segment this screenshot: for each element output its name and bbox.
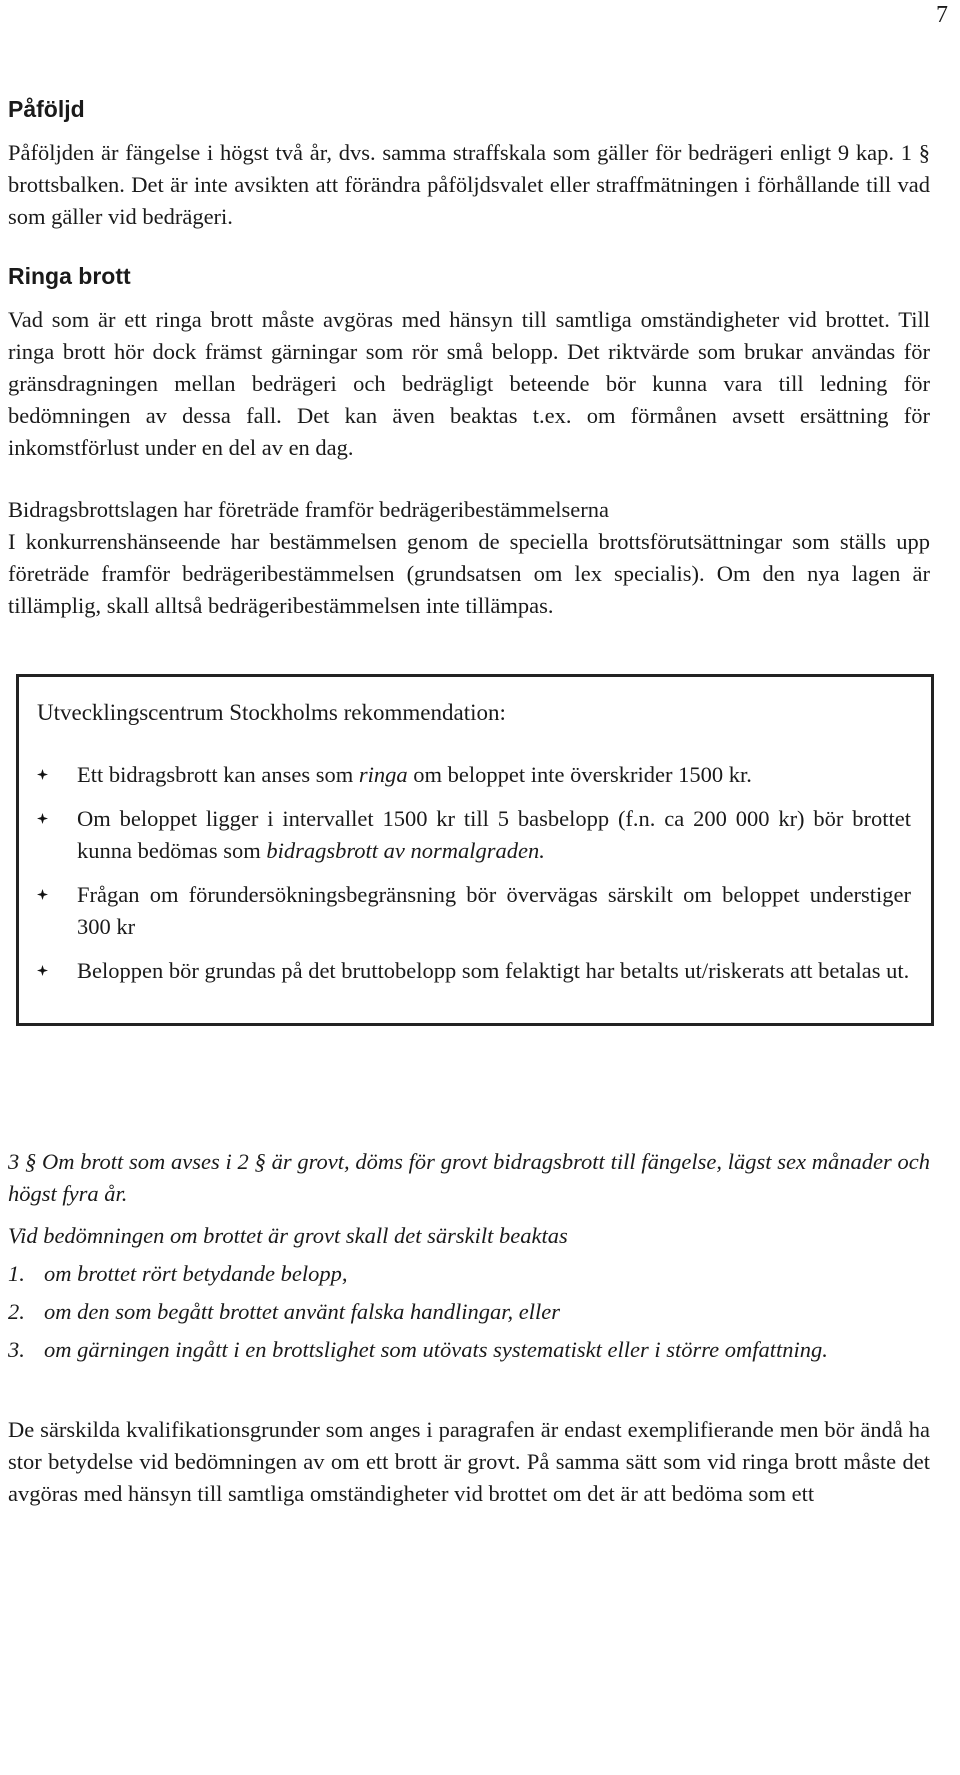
recommendation-text: om beloppet inte överskrider 1500 kr. xyxy=(407,762,752,787)
list-number: 2. xyxy=(8,1299,25,1324)
list-number: 1. xyxy=(8,1261,25,1286)
recommendation-text: Beloppen bör grundas på det bruttobelopp som felaktigt har betalts ut/riskerats att betalas ut. xyxy=(77,958,910,983)
recommendation-list xyxy=(37,759,911,987)
criterion-text: om brottet rört betydande belopp, xyxy=(44,1261,348,1286)
recommendation-emphasis: bidragsbrott av normalgraden. xyxy=(266,838,545,863)
criterion-text: om gärningen ingått i en brottslighet som utövats systematiskt eller i större omfattning. xyxy=(44,1337,828,1362)
subheading-bidragsbrottslagen: Bidragsbrottslagen har företräde framför bedrägeribestämmelserna xyxy=(8,497,609,522)
law-criterion xyxy=(8,1334,930,1366)
recommendation-item xyxy=(37,803,911,867)
law-paragraph: 3 § Om brott som avses i 2 § är grovt, döms för grovt bidragsbrott till fängelse, lägst sex månader och högst fyra år. xyxy=(8,1149,930,1206)
bullet-icon xyxy=(37,889,48,900)
criterion-text: om den som begått brottet använt falska handlingar, eller xyxy=(44,1299,560,1324)
bullet-icon xyxy=(37,965,48,976)
law-criterion xyxy=(8,1258,930,1290)
law-criterion xyxy=(8,1296,930,1328)
recommendation-emphasis: ringa xyxy=(358,762,408,787)
paragraph-pafoljd: Påföljden är fängelse i högst två år, dvs. samma straffskala som gäller för bedrägeri enligt 9 kap. 1 § brottsbalken. Det är inte avsikten att förändra påföljdsvalet eller straffmätningen i förhållande till vad som gäller vid bedrägeri. xyxy=(8,140,930,229)
page-number: 7 xyxy=(936,2,948,28)
section-heading-pafoljd: Påföljd xyxy=(8,96,85,122)
recommendation-box xyxy=(16,674,934,1026)
law-criteria-list xyxy=(8,1258,930,1366)
recommendation-title: Utvecklingscentrum Stockholms rekommendation: xyxy=(37,700,506,725)
recommendation-text: Ett bidragsbrott kan anses som xyxy=(77,762,359,787)
bullet-icon xyxy=(37,769,48,780)
paragraph-bidragsbrottslagen: I konkurrenshänseende har bestämmelsen genom de speciella brottsförutsättningar som ställs upp företräde framför bedrägeribestämmelsen (grundsatsen om lex specialis). Om den nya lagen är tillämplig, skall alltså bedrägeribestämmelsen inte tillämpas. xyxy=(8,529,930,618)
bullet-icon xyxy=(37,813,48,824)
section-heading-ringa-brott: Ringa brott xyxy=(8,263,131,289)
paragraph-ringa-brott: Vad som är ett ringa brott måste avgöras med hänsyn till samtliga omständigheter vid brottet. Till ringa brott hör dock främst gärningar som rör små belopp. Det riktvärde som brukar användas för gränsdragningen mellan bedrägeri och bedrägligt beteende bör kunna vara till ledning för bedömningen av dessa fall. Det kan även beaktas t.ex. om förmånen avsett ersättning för inkomstförlust under en del av en dag. xyxy=(8,307,930,460)
recommendation-item xyxy=(37,955,911,987)
law-intro: Vid bedömningen om brottet är grovt skall det särskilt beaktas xyxy=(8,1223,568,1248)
recommendation-item xyxy=(37,879,911,943)
law-excerpt xyxy=(8,1146,930,1366)
recommendation-item xyxy=(37,759,911,791)
document-body xyxy=(8,96,930,1510)
paragraph-closing: De särskilda kvalifikationsgrunder som anges i paragrafen är endast exemplifierande men bör ändå ha stor betydelse vid bedömningen av om ett brott är grovt. På samma sätt som vid ringa brott måste det avgöras med hänsyn till samtliga omständigheter vid brottet om det är att bedöma som ett xyxy=(8,1417,930,1506)
recommendation-text: Frågan om förundersökningsbegränsning bör övervägas särskilt om beloppet understiger 300 kr xyxy=(77,882,911,939)
list-number: 3. xyxy=(8,1337,25,1362)
recommendation-text: Om beloppet ligger i intervallet 1500 kr till 5 basbelopp (f.n. ca 200 000 kr) bör brottet kunna bedömas som xyxy=(77,806,911,863)
